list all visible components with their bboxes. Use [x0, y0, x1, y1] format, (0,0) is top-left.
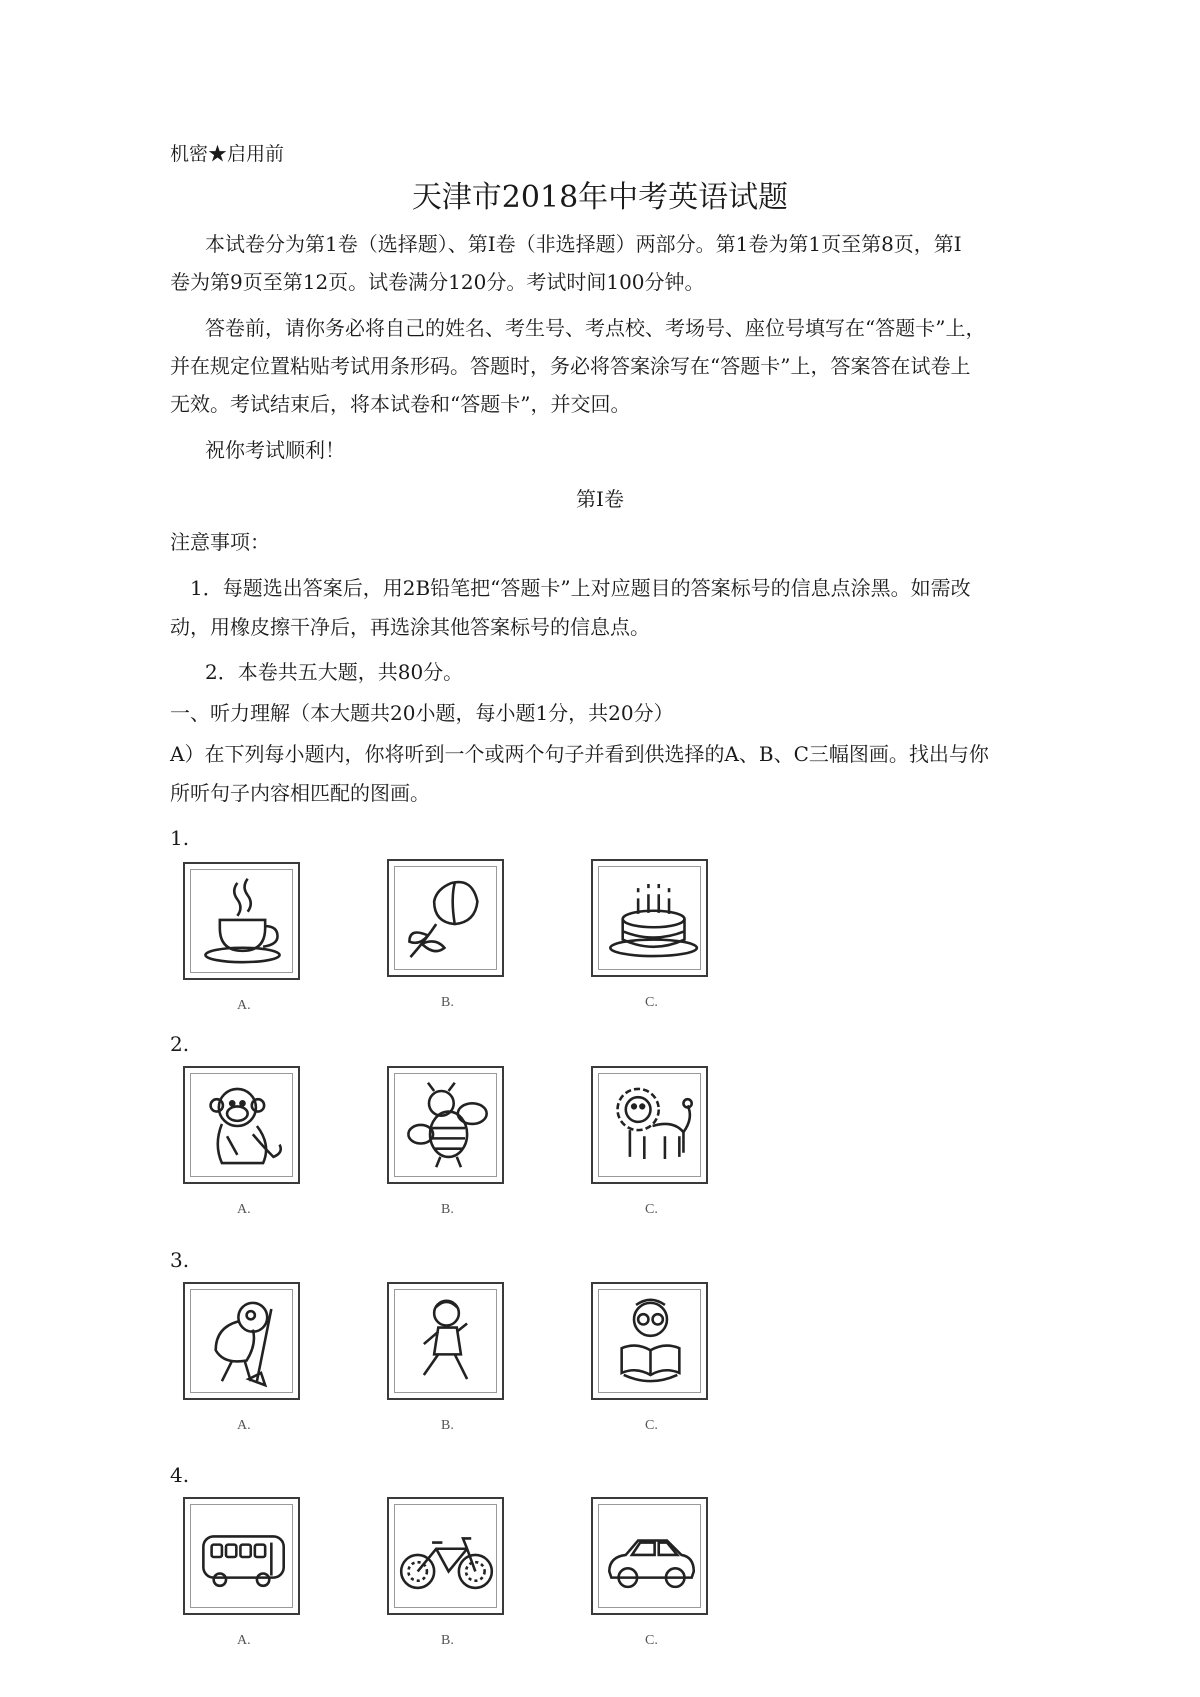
- option-label: B.: [441, 995, 454, 1010]
- intro-p1-line2: 卷为第9页至第12页。试卷满分120分。考试时间100分钟。: [170, 270, 705, 294]
- question-number: 4.: [170, 1463, 190, 1487]
- option-label: A.: [237, 1633, 251, 1648]
- intro-p2-line3: 无效。考试结束后，将本试卷和“答题卡”，并交回。: [170, 392, 631, 416]
- confidential-label: 机密★启用前: [170, 143, 285, 165]
- option-picture[interactable]: [183, 1282, 300, 1400]
- sweeping-boy-icon: [191, 1290, 294, 1394]
- option-picture[interactable]: [183, 1497, 300, 1615]
- option-label: C.: [645, 1418, 658, 1433]
- bicycle-icon: [395, 1505, 498, 1609]
- option-picture[interactable]: [591, 1282, 708, 1400]
- reading-boy-icon: [599, 1290, 702, 1394]
- question-number: 3.: [170, 1248, 190, 1272]
- option-label: B.: [441, 1202, 454, 1217]
- bee-icon: [395, 1074, 498, 1178]
- section1-instr-line1: A）在下列每小题内，你将听到一个或两个句子并看到供选择的A、B、C三幅图画。找出与你: [170, 742, 989, 766]
- flower-icon: [395, 867, 498, 971]
- question-number: 1.: [170, 826, 190, 850]
- page-title: 天津市2018年中考英语试题: [411, 180, 789, 215]
- intro-p3: 祝你考试顺利！: [205, 438, 345, 462]
- option-picture[interactable]: [591, 1497, 708, 1615]
- option-label: C.: [645, 1633, 658, 1648]
- note-1-line2: 动，用橡皮擦干净后，再选涂其他答案标号的信息点。: [170, 615, 650, 639]
- section1-heading: 一、听力理解（本大题共20小题，每小题1分，共20分）: [170, 701, 674, 725]
- monkey-icon: [191, 1074, 294, 1178]
- question-number: 2.: [170, 1032, 190, 1056]
- running-boy-icon: [395, 1290, 498, 1394]
- option-picture[interactable]: [591, 859, 708, 977]
- option-picture[interactable]: [183, 1066, 300, 1184]
- note-1-line1: 1．每题选出答案后，用2B铅笔把“答题卡”上对应题目的答案标号的信息点涂黑。如需改: [190, 576, 971, 600]
- coffee-cup-icon: [191, 870, 294, 974]
- notes-heading: 注意事项：: [170, 530, 270, 554]
- bus-icon: [191, 1505, 294, 1609]
- birthday-cake-icon: [599, 867, 702, 971]
- option-picture[interactable]: [183, 862, 300, 980]
- option-label: C.: [645, 1202, 658, 1217]
- intro-p1-line1: 本试卷分为第1卷（选择题）、第I卷（非选择题）两部分。第1卷为第1页至第8页，第I: [205, 232, 962, 256]
- option-label: B.: [441, 1418, 454, 1433]
- option-label: B.: [441, 1633, 454, 1648]
- lion-icon: [599, 1074, 702, 1178]
- option-picture[interactable]: [387, 859, 504, 977]
- option-picture[interactable]: [591, 1066, 708, 1184]
- option-picture[interactable]: [387, 1066, 504, 1184]
- option-picture[interactable]: [387, 1282, 504, 1400]
- intro-p2-line2: 并在规定位置粘贴考试用条形码。答题时，务必将答案涂写在“答题卡”上，答案答在试卷上: [170, 354, 971, 378]
- option-label: C.: [645, 995, 658, 1010]
- car-icon: [599, 1505, 702, 1609]
- note-2: 2．本卷共五大题，共80分。: [205, 660, 464, 684]
- intro-p2-line1: 答卷前，请你务必将自己的姓名、考生号、考点校、考场号、座位号填写在“答题卡”上，: [205, 316, 986, 340]
- volume-heading: 第I卷: [576, 487, 624, 511]
- option-label: A.: [237, 1202, 251, 1217]
- option-picture[interactable]: [387, 1497, 504, 1615]
- option-label: A.: [237, 998, 251, 1013]
- option-label: A.: [237, 1418, 251, 1433]
- section1-instr-line2: 所听句子内容相匹配的图画。: [170, 781, 430, 805]
